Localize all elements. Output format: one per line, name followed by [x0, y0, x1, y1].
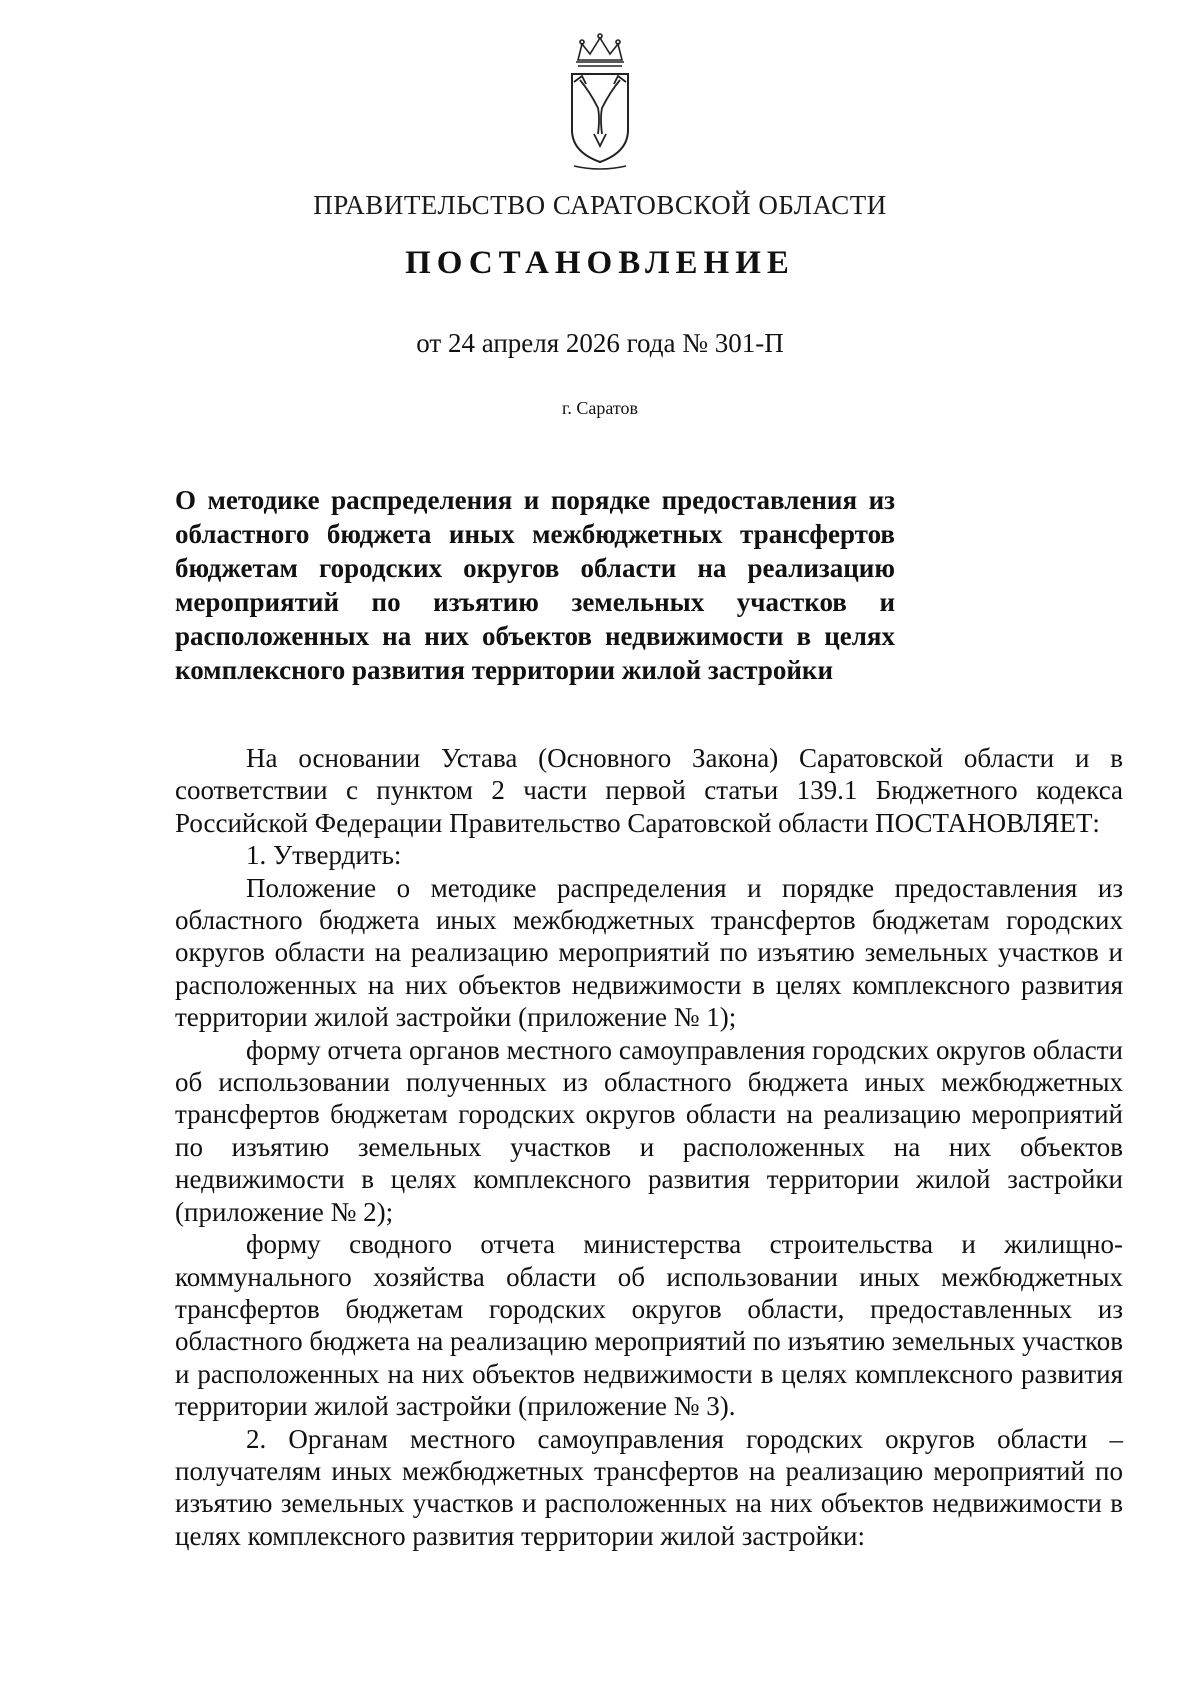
- document-city: г. Саратов: [562, 398, 638, 418]
- document-date-number: от 24 апреля 2026 года № 301-П: [416, 328, 784, 358]
- paragraph: 1. Утвердить:: [246, 840, 402, 871]
- paragraph: форму отчета органов местного самоуправления городских округов области об использовании полученных из областного бюджета иных межбюджетных трансфертов бюджетам городских округов области на реализацию мероприятий по изъятию земельных участков и расположенных на них объектов недвижимости в целях комплексного развития территории жилой застройки (приложение № 2);: [175, 1034, 1123, 1227]
- government-name: ПРАВИТЕЛЬСТВО САРАТОВСКОЙ ОБЛАСТИ: [313, 190, 887, 220]
- document-body: [175, 742, 1123, 1552]
- paragraph: Положение о методике распределения и порядке предоставления из областного бюджета иных межбюджетных трансфертов бюджетам городских округов области на реализацию мероприятий по изъятию земельных участков и расположенных на них объектов недвижимости в целях комплексного развития территории жилой застройки (приложение № 1);: [175, 872, 1123, 1033]
- document-title: О методике распределения и порядке предоставления из областного бюджета иных межбюджетных трансфертов бюджетам городских округов области на реализацию мероприятий по изъятию земельных участков и расположенных на них объектов недвижимости в целях комплексного развития территории жилой застройки: [175, 485, 895, 685]
- paragraph: На основании Устава (Основного Закона) Саратовской области и в соответствии с пунктом 2 части первой статьи 139.1 Бюджетного кодекса Российской Федерации Правительство Саратовской области ПОСТАНОВЛЯЕТ:: [175, 743, 1123, 838]
- paragraph: 2. Органам местного самоуправления городских округов области – получателям иных межбюджетных трансфертов на реализацию мероприятий по изъятию земельных участков и расположенных на них объектов недвижимости в целях комплексного развития территории жилой застройки:: [175, 1423, 1123, 1551]
- coat-of-arms-icon: [560, 30, 640, 175]
- document-type: ПОСТАНОВЛЕНИЕ: [405, 245, 795, 281]
- paragraph: форму сводного отчета министерства строительства и жилищно-коммунального хозяйства области об использовании иных межбюджетных трансфертов бюджетам городских округов области, предоставленных из областного бюджета на реализацию мероприятий по изъятию земельных участков и расположенных на них объектов недвижимости в целях комплексного развития территории жилой застройки (приложение № 3).: [175, 1229, 1123, 1422]
